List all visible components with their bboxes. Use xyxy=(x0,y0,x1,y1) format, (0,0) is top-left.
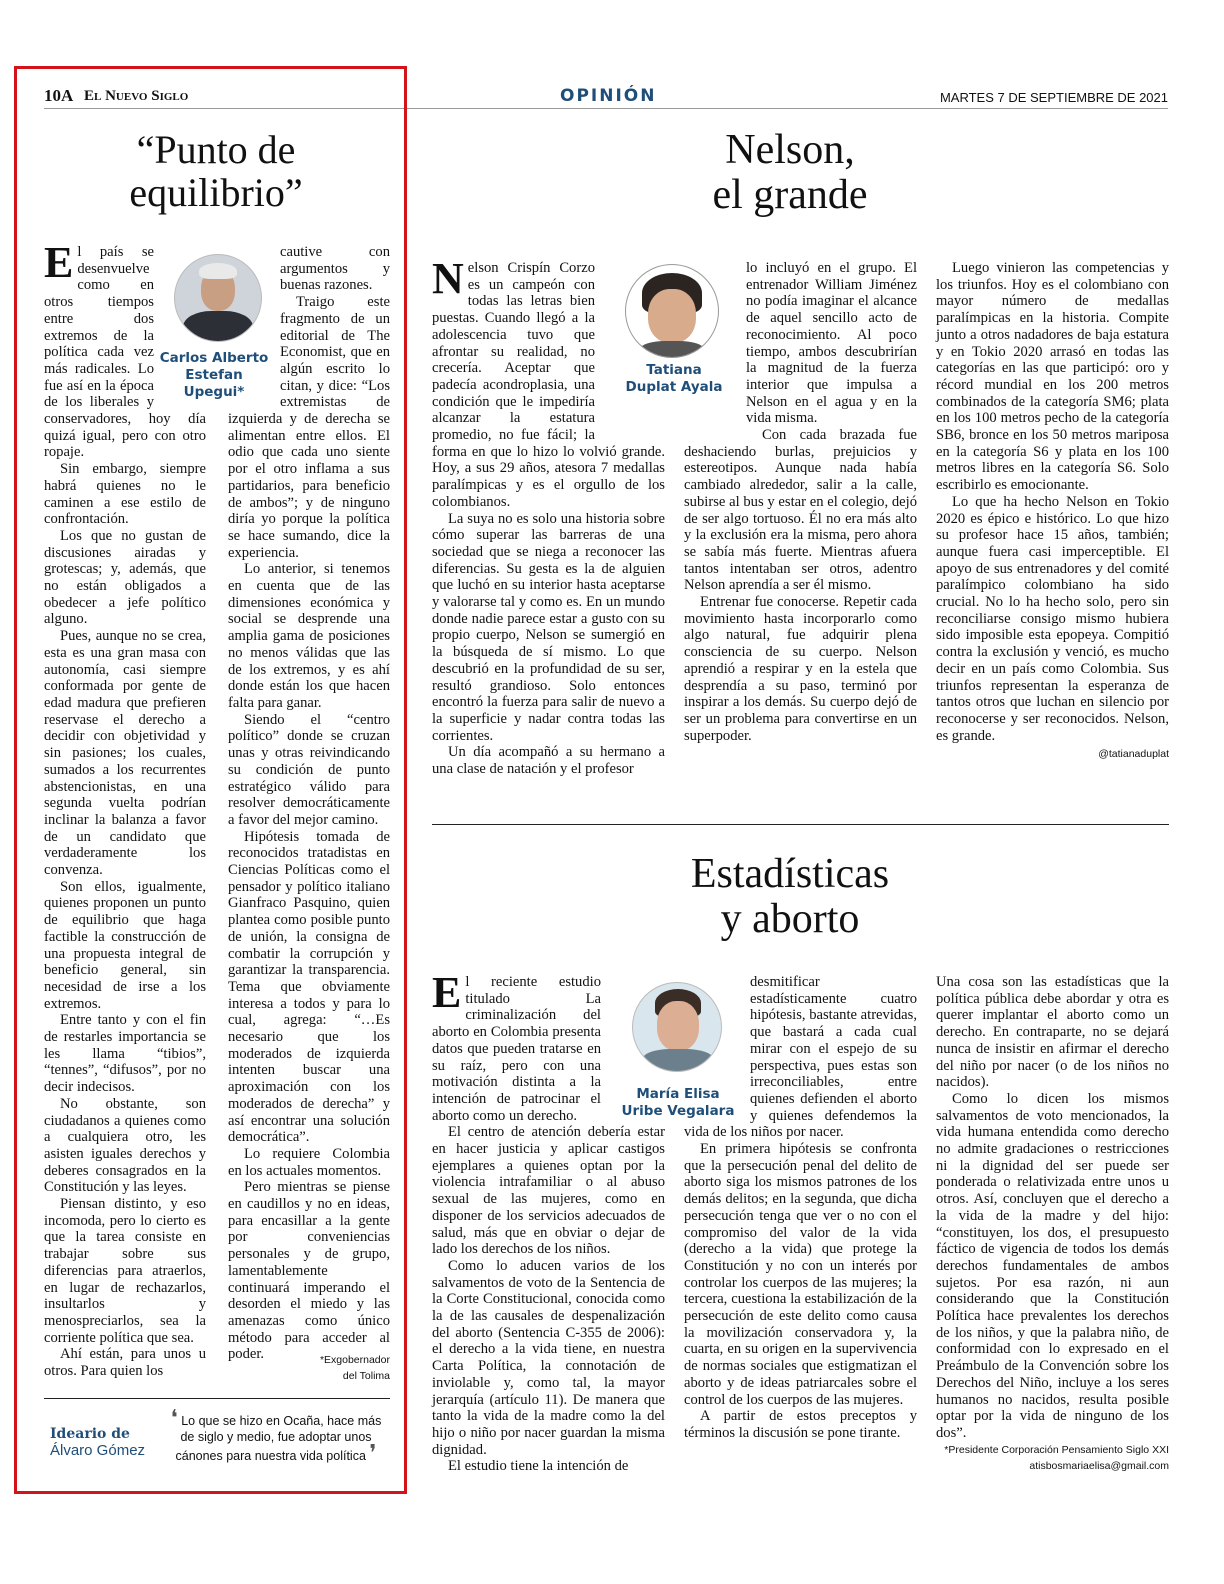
article-divider xyxy=(432,824,1169,825)
article2-paragraph: Con cada brazada fue deshaciendo burlas, prejuicios y estereotipos. Aunque nada había cambiado alrededor, salir a la calle, subirse al bus y estar en el colegio, dejó de ser algo tortuoso. Él no era más alto y la exclusión era la misma, pero ahora se sabía más fuerte. Mientras afuera tantos intentaban ser otros, adentro Nelson aprendía a ser él mismo. xyxy=(684,427,917,594)
article2-author-line1: Tatiana xyxy=(646,362,702,378)
open-quote-icon: ❛ xyxy=(170,1405,178,1430)
newspaper-name: El Nuevo Siglo xyxy=(84,88,189,104)
ideario-name: Álvaro Gómez xyxy=(50,1442,146,1459)
ideario-label xyxy=(50,1426,160,1459)
close-quote-icon: ❜ xyxy=(369,1440,377,1465)
article3-paragraph: A partir de estos preceptos y términos la discusión se pone tirante. xyxy=(684,1408,917,1441)
article1-paragraph: No obstante, son ciudadanos a quienes como a cualquiera otro, les asisten iguales derechos y deberes consagrados en la Constitución y las leyes. xyxy=(44,1095,206,1196)
article1-paragraph: Siendo el “centro político” donde se cruzan unas y otras reivindicando su condición de punto estratégico válido para resolver democráticamente a favor del mejor camino. xyxy=(228,711,390,828)
article1-paragraph: Ahí están, para unos u otros. Para quien los xyxy=(44,1346,206,1380)
article3-paragraph: desmitificar estadísticamente cuatro hipótesis, bastante atrevidas, que bastará a cada cual mirar con el espejo de su perspectiva, pues estas son irreconciliables, entre quienes defienden el aborto y quienes defendemos la vida de los niños por nacer. xyxy=(684,974,917,1141)
article3-paragraph: Como lo aducen varios de los salvamentos de voto de la Sentencia de la Corte Constitucional, conocida como la de las causales de despenalización del aborto (Sentencia C-355 de 2006): el derecho a la vida tiene, en nuestra Carta Política, la connotación de inviolable y, como tal, la mayor jerarquía (artículo 11). De manera que tanto la vida de la madre como la del hijo o niño por nacer guardan la misma dignidad. xyxy=(432,1257,665,1458)
article1-paragraph: Lo anterior, si tenemos en cuenta que de las dimensiones económica y social se desprende una amplia gama de posiciones no menos válidas que las de los extremos, y es ahí donde están los que hacen falta para ganar. xyxy=(228,561,390,711)
ideario-heading: Ideario de xyxy=(50,1426,130,1442)
article3-author-line2: Uribe Vegalara xyxy=(621,1103,735,1119)
article1-paragraph: Piensan distinto, y eso incomoda, pero lo cierto es que la tarea consiste en trabajar sobre sus diferencias para atraerlos, en lugar de rechazarlos, insultarlos y menospreciarlos, sea la corriente política que sea. xyxy=(44,1196,206,1346)
article3-author-line1: María Elisa xyxy=(636,1086,720,1102)
article1-paragraph: Los que no gustan de discusiones airadas y grotescas; y, además, que no están obligados a obedecer a jefe político alguno. xyxy=(44,527,206,628)
article1-footnote-line2: del Tolima xyxy=(342,1370,390,1382)
article2-paragraph: Lo que ha hecho Nelson en Tokio 2020 es épico e histórico. Lo que hizo su profesor hace 15 años, también; aunque fuera casi imperceptible. El apoyo de sus entrenadores y del comité paralímpico colombiano ha sido crucial. No lo ha hecho solo, pero sin reconciliarse consigo mismo hubiera sido imposible esta epopeya. Compitió contra la exclusión y venció, es mucho decir en un país como Colombia. Sus triunfos representan la esperanza de tantos otros que luchan en silencio por reconocerse y ser reconocidos. Nelson, es grande. xyxy=(936,493,1169,744)
article1-title-line2: equilibrio” xyxy=(129,170,303,216)
article3-paragraph: Una cosa son las estadísticas que la política pública debe abordar y otra es querer implantar el aborto como un derecho. En contraparte, no se dejará nunca de insistir en afirmar el derecho del niño por nacer (o de los niños no nacidos). xyxy=(936,974,1169,1091)
article3-author-role: *Presidente Corporación Pensamiento Siglo XXI xyxy=(944,1444,1169,1456)
article1-dropcap: E xyxy=(44,238,74,287)
article3-email: atisbosmariaelisa@gmail.com xyxy=(1029,1460,1169,1472)
article2-paragraph: Entrenar fue conocerse. Repetir cada movimiento hasta incorporarlo como algo natural, fue adquirir plena consciencia de su cuerpo. Nelson aprendió a respirar y en la estela que desprendía a su paso, terminó por inspirar a los demás. Su cuerpo dejó de ser un problema para convertirse en un superpoder. xyxy=(684,594,917,744)
article1-column2 xyxy=(228,244,390,1363)
article3-title-line1: Estadísticas xyxy=(690,851,890,897)
article1-paragraph: l país se desenvuelve como en otros tiempos entre dos extremos de la política cada vez más radicales. Lo fue así en la época de los liberales y conservadores, hoy día quizá igual, pero con otro ropaje. xyxy=(44,244,206,461)
article1-column1 xyxy=(44,238,206,1380)
article3-dropcap: E xyxy=(432,968,462,1017)
issue-date: MARTES 7 DE SEPTIEMBRE DE 2021 xyxy=(939,90,1168,105)
article3-footnote xyxy=(900,1442,1169,1474)
article1-author-line3: Upegui* xyxy=(183,384,245,400)
ideario-quote-text: Lo que se hizo en Ocaña, hace más de siglo y medio, fue adoptar unos cánones para nuestra vida política xyxy=(175,1414,382,1463)
article1-footnote xyxy=(228,1352,390,1384)
section-title: OPINIÓN xyxy=(560,86,657,106)
article2-paragraph: La suya no es solo una historia sobre cómo superar las barreras de una sociedad que se niega a reconocer las diferencias. Su gesta es la de alguien que luchó en su interior hasta aceptarse y valorarse tal y como es. En un mundo donde nadie parece estar a gusto con su propio cuerpo, Nelson se sumergió en la búsqueda de sí mismo. Lo que descubrió en la profundidad de su ser, resultó grandioso. Solo entonces encontró la fuerza para salir de nuevo a la superficie y nadar contra todas las corrientes. xyxy=(432,510,665,744)
article2-title xyxy=(640,128,940,219)
article3-paragraph: En primera hipótesis se confronta que la persecución penal del delito de aborto siga los mismos patrones de los demás delitos; en la segunda, que dicha persecución tenga que ver o no con el compromiso del valor de la vida (derecho a la vida) que protege la Constitución y no con un interés por controlar los cuerpos de las mujeres; la tercera, cuestiona la estabilización de la persecución de este delito como causa la movilización conservadora y, la cuarta, en su origen en la supervivencia de normas sociales que estigmatizan el aborto y de ideas patriarcales sobre el control de los cuerpos de las mujeres. xyxy=(684,1141,917,1408)
article1-paragraph: Entre tanto y con el fin de restarles importancia se les llama “tibios”, “tennes”, “difusos”, por no decir indecisos. xyxy=(44,1012,206,1096)
article1-footnote-line1: *Exgobernador xyxy=(319,1354,390,1366)
article1-paragraph: Son ellos, igualmente, quienes proponen un punto de equilibrio que haga factible la construcción de una propuesta integral de beneficio general, sin necesidad de irse a los extremos. xyxy=(44,878,206,1012)
ideario-quote xyxy=(170,1405,382,1465)
article3-title xyxy=(640,852,940,943)
article1-title-line1: “Punto de xyxy=(136,127,296,172)
article2-paragraph: Luego vinieron las competencias y los triunfos. Hoy es el colombiano con mayor número de medallas paralímpicas en la historia. Compite junto a otros nadadores de baja estatura y en Tokio 2020 arrasó en todas las categorías en las que participó: oro y récord mundial en los 200 metros combinados de la categoría SM6; plata en los 100 metros pecho de la categoría SB6, bronce en los 50 metros mariposa en la categoría S6 y plata en los 100 metros libres en la categoría S6. Solo escribirlo es emocionante. xyxy=(936,260,1169,494)
article1-author-line2: Estefan xyxy=(185,367,243,383)
article2-title-line2: el grande xyxy=(712,172,868,219)
article1-paragraph: Lo requiere Colombia en los actuales momentos. xyxy=(228,1145,390,1179)
article3-paragraph: l reciente estudio titulado La criminalización del aborto en Colombia presenta datos que pueden tratarse en su raíz, pero con una motivación distinta a la intención de patrocinar el aborto como un derecho. xyxy=(432,974,601,1124)
article2-dropcap: N xyxy=(432,254,464,303)
article2-paragraph: Un día acompañó a su hermano a una clase de natación y el profesor xyxy=(432,744,665,778)
article3-paragraph: Como lo dicen los mismos salvamentos de voto mencionados, la vida humana entendida como derecho no admite gradaciones o restricciones ni la dignidad del ser puede ser ponderada o relativizada entre unos u otros. Así, concluyen que el derecho a la vida de la madre y del hijo: “constituyen, los dos, el presupuesto fáctico de vigencia de todos los demás derechos fundamentales de ambos sujetos. Por esa razón, ni aun considerando que la Constitución Política hace prevalentes los derechos de los niños, y que la palabra niño, de conformidad con lo expresado en el Preámbulo de la Convención sobre los Derechos del Niño, incluye a los seres humanos no nacidos, resulta posible optar por la vida de ninguno de los dos”. xyxy=(936,1090,1169,1441)
article2-paragraph: lo incluyó en el grupo. El entrenador William Jiménez no podía imaginar el alcance de aquel sencillo acto de reconocimiento. Al poco tiempo, ambos descubrirían la magnitud de la fuerza interior que impulsa a Nelson en el agua y en la vida misma. xyxy=(746,260,917,427)
article2-author-line2: Duplat Ayala xyxy=(625,379,723,395)
article2-column3 xyxy=(936,260,1169,744)
article1-paragraph: Traigo este fragmento de un editorial de The Economist, que en algún escrito lo citan, y dice: “Los extremistas de izquierda y de derecha se alimentan entre ellos. El odio que cada uno siente por el otro inflama a sus partidarios, para beneficio de ambos”; y de ninguno diría yo porque la política se hace sumando, dice la experiencia. xyxy=(228,294,390,561)
article1-paragraph: cautive con argumentos y buenas razones. xyxy=(280,244,390,294)
article1-paragraph: Hipótesis tomada de reconocidos tratadistas en Ciencias Políticas como el pensador y político italiano Gianfraco Pasquino, quien plantea como posible punto de unión, la consigna de combatir la corrupción y garantizar la transparencia. Tema que obviamente interesa a todos y para lo cual, agrega: “…Es necesario que los moderados de izquierda intenten buscar una aproximación con los moderados de derecha” y así encontrar una solución democrática”. xyxy=(228,828,390,1146)
article3-paragraph: El estudio tiene la intención de xyxy=(448,1458,629,1475)
article1-title xyxy=(44,128,388,214)
article2-paragraph: elson Crispín Corzo es un campeón con todas las letras bien puestas. Cuando llegó a la adolescencia tuvo que afrontar su realidad, no crecería. Aceptar que padecía acondroplasia, una condición que le impediría alcanzar la estatura promedio, no fue fácil; la forma en que lo hizo lo volvió grande. Hoy, a sus 29 años, atesora 7 medallas paralímpicas y es el orgullo de los colombianos. xyxy=(432,260,665,510)
article1-author-line1: Carlos Alberto xyxy=(159,350,269,366)
article2-column2 xyxy=(684,260,917,744)
article3-column3 xyxy=(936,974,1169,1442)
page-number: 10A xyxy=(44,86,74,105)
article1-paragraph: Pues, aunque no se crea, esta es una gran masa con autonomía, casi siempre conformada por gente de edad madura que prefieren reservase el derecho a decidir con objetividad y sin pasiones; los cuales, sumados a los recurrentes abstencionistas, en una segunda vuelta podrían inclinar la balanza a favor de un candidato que verdaderamente los convenza. xyxy=(44,628,206,879)
article3-paragraph: El centro de atención debería estar en hacer justicia y aplicar castigos ejemplares a quienes optan por la violencia intrafamiliar o al abuso sexual de las mujeres, como en disponer de los servicios adecuados de salud, más que en obviar o dejar de lado los derechos de los niños. xyxy=(432,1124,665,1258)
article1-paragraph: Sin embargo, siempre habrá quienes no le caminen a ese estilo de confrontación. xyxy=(44,461,206,528)
article3-title-line2: y aborto xyxy=(720,896,860,943)
article3-column2 xyxy=(684,974,917,1442)
article3-column1 xyxy=(432,968,665,1475)
article2-title-line1: Nelson, xyxy=(725,127,855,173)
article2-handle: @tatianaduplat xyxy=(1098,748,1169,760)
article2-column1 xyxy=(432,254,665,778)
ideario-rule xyxy=(44,1398,390,1399)
article1-paragraph: Pero mientras se piense en caudillos y no en ideas, para encasillar a la gente por conveniencias personales y de grupo, lamentablemente continuará imperando el desorden el miedo y las amenazas como único método para acceder al poder. xyxy=(228,1179,390,1363)
